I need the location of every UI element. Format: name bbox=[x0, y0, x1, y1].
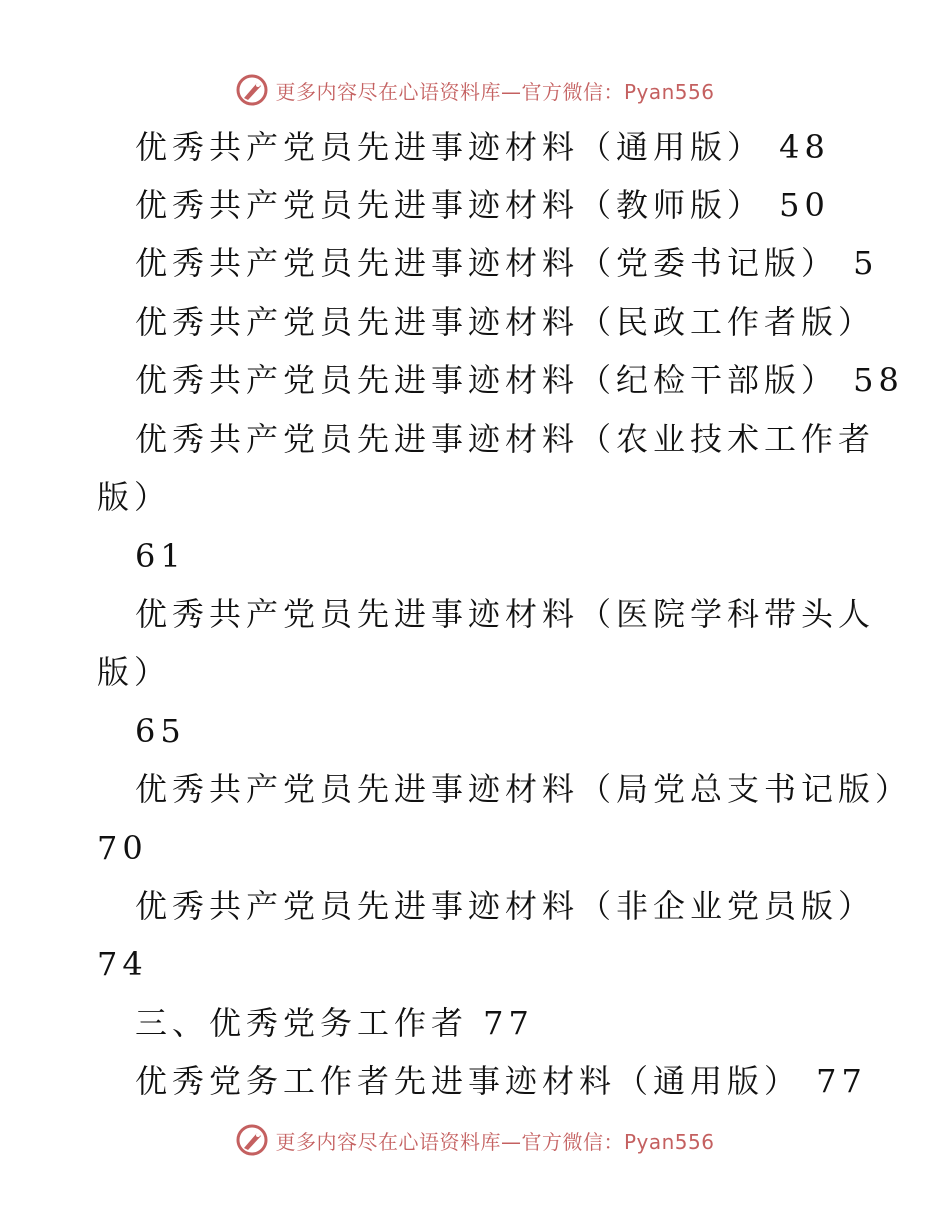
footer-watermark bbox=[0, 1120, 950, 1160]
toc-entry: 优秀共产党员先进事迹材料（教师版） 50 bbox=[135, 186, 830, 224]
toc-entry: 优秀党务工作者先进事迹材料（通用版） 77 bbox=[135, 1062, 867, 1100]
toc-page-number: 65 bbox=[135, 712, 186, 750]
pen-nib-seal-icon bbox=[235, 1123, 269, 1157]
toc-entry-continued: 版） bbox=[97, 653, 172, 691]
watermark-text: 更多内容尽在心语资料库—官方微信：Pyan556 bbox=[275, 79, 715, 104]
toc-page-number: 74 bbox=[97, 945, 148, 983]
toc-entry: 优秀共产党员先进事迹材料（非企业党员版） bbox=[135, 887, 876, 925]
toc-entry: 优秀共产党员先进事迹材料（医院学科带头人 bbox=[135, 595, 876, 633]
toc-entry: 优秀共产党员先进事迹材料（纪检干部版） 58 bbox=[135, 361, 904, 399]
toc-entry: 优秀共产党员先进事迹材料（通用版） 48 bbox=[135, 128, 830, 166]
toc-page-number: 70 bbox=[97, 829, 148, 867]
toc-page-number: 61 bbox=[135, 537, 186, 575]
toc-entry: 优秀共产党员先进事迹材料（农业技术工作者 bbox=[135, 420, 876, 458]
toc-entry-continued: 版） bbox=[97, 478, 172, 516]
toc-entry: 优秀共产党员先进事迹材料（局党总支书记版） bbox=[135, 770, 913, 808]
toc-section-heading: 三、优秀党务工作者 77 bbox=[135, 1004, 534, 1042]
toc-entry: 优秀共产党员先进事迹材料（民政工作者版） bbox=[135, 303, 876, 341]
toc-entry: 优秀共产党员先进事迹材料（党委书记版） 5 bbox=[135, 244, 879, 282]
watermark-text: 更多内容尽在心语资料库—官方微信：Pyan556 bbox=[275, 1129, 715, 1154]
